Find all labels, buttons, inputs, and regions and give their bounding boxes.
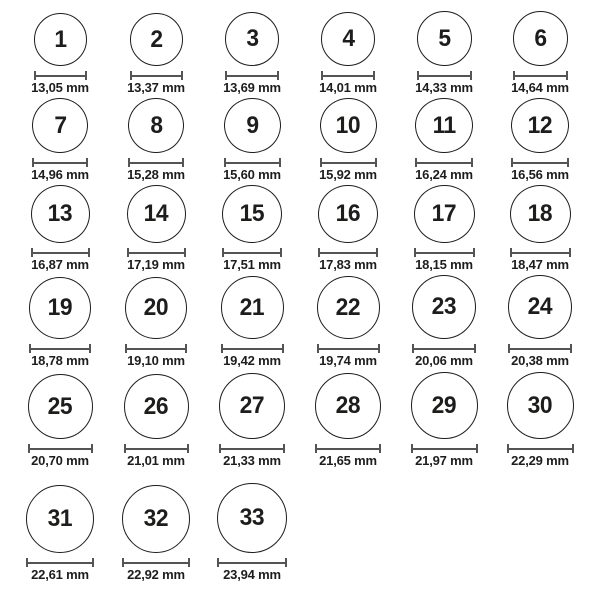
ring-size-number: 28 bbox=[335, 392, 361, 420]
ring-circle bbox=[417, 11, 472, 66]
ring-size-number: 32 bbox=[143, 505, 169, 533]
diameter-measure-bracket bbox=[28, 444, 93, 453]
diameter-measure-bracket bbox=[318, 248, 378, 257]
diameter-measure-bracket bbox=[122, 558, 190, 567]
ring-circle bbox=[222, 185, 282, 243]
ring-circle bbox=[317, 276, 380, 339]
ring-size-cell bbox=[300, 2, 396, 98]
ring-size-number: 29 bbox=[431, 391, 457, 419]
diameter-measure-bracket bbox=[513, 71, 568, 80]
ring-circle bbox=[225, 12, 279, 66]
diameter-label: 16,87 mm bbox=[31, 257, 89, 273]
measure-line bbox=[127, 348, 185, 350]
diameter-measure-bracket bbox=[219, 444, 285, 453]
ring-size-number: 16 bbox=[335, 200, 361, 228]
ring-size-cell bbox=[396, 275, 492, 371]
ring-circle bbox=[414, 185, 475, 243]
ring-size-cell bbox=[204, 275, 300, 371]
diameter-label: 13,37 mm bbox=[127, 80, 185, 96]
diameter-measure-bracket bbox=[417, 71, 472, 80]
diameter-measure-bracket bbox=[321, 71, 375, 80]
diameter-label: 18,47 mm bbox=[511, 257, 569, 273]
ring-size-cell bbox=[396, 2, 492, 98]
ring-circle bbox=[507, 372, 574, 439]
diameter-label: 21,33 mm bbox=[223, 453, 281, 469]
ring-circle bbox=[26, 485, 94, 553]
diameter-measure-bracket bbox=[225, 71, 279, 80]
ring-size-cell bbox=[492, 98, 588, 185]
diameter-measure-bracket bbox=[31, 248, 90, 257]
ring-size-number: 4 bbox=[341, 25, 355, 53]
ring-circle bbox=[412, 275, 476, 339]
ring-size-cell bbox=[300, 275, 396, 371]
ring-size-cell bbox=[108, 275, 204, 371]
diameter-label: 19,74 mm bbox=[319, 353, 377, 369]
ring-size-number: 25 bbox=[47, 392, 73, 420]
measure-line bbox=[132, 75, 181, 77]
ring-circle bbox=[217, 483, 287, 553]
ring-size-cell bbox=[12, 98, 108, 185]
ring-size-cell bbox=[108, 471, 204, 585]
diameter-label: 22,29 mm bbox=[511, 453, 569, 469]
diameter-label: 14,33 mm bbox=[415, 80, 473, 96]
diameter-measure-bracket bbox=[128, 158, 184, 167]
diameter-label: 21,97 mm bbox=[415, 453, 473, 469]
diameter-measure-bracket bbox=[511, 158, 569, 167]
ring-size-cell bbox=[204, 2, 300, 98]
ring-circle bbox=[31, 185, 90, 243]
ring-size-number: 19 bbox=[47, 294, 73, 322]
measure-line bbox=[227, 75, 277, 77]
diameter-measure-bracket bbox=[510, 248, 571, 257]
ring-size-cell bbox=[12, 185, 108, 275]
measure-line bbox=[322, 162, 375, 164]
ring-circle bbox=[29, 277, 91, 339]
diameter-measure-bracket bbox=[32, 158, 88, 167]
ring-size-number: 18 bbox=[527, 200, 553, 228]
diameter-label: 20,70 mm bbox=[31, 453, 89, 469]
ring-circle bbox=[508, 275, 572, 339]
diameter-label: 15,60 mm bbox=[223, 167, 281, 183]
ring-size-cell bbox=[300, 371, 396, 471]
ring-circle bbox=[125, 277, 187, 339]
measure-line bbox=[219, 562, 285, 564]
diameter-label: 13,05 mm bbox=[31, 80, 89, 96]
ring-size-cell bbox=[492, 185, 588, 275]
measure-line bbox=[317, 448, 379, 450]
ring-size-number: 7 bbox=[53, 111, 67, 139]
ring-size-cell bbox=[108, 98, 204, 185]
measure-line bbox=[33, 252, 88, 254]
ring-circle bbox=[415, 98, 473, 153]
ring-size-cell bbox=[204, 185, 300, 275]
measure-line bbox=[28, 562, 92, 564]
ring-size-number: 31 bbox=[47, 505, 73, 533]
diameter-measure-bracket bbox=[221, 344, 284, 353]
ring-size-number: 33 bbox=[239, 504, 265, 532]
diameter-label: 14,96 mm bbox=[31, 167, 89, 183]
ring-circle bbox=[513, 11, 568, 66]
measure-line bbox=[319, 348, 378, 350]
diameter-measure-bracket bbox=[412, 344, 476, 353]
diameter-measure-bracket bbox=[315, 444, 381, 453]
ring-size-number: 3 bbox=[245, 25, 259, 53]
diameter-label: 18,15 mm bbox=[415, 257, 473, 273]
measure-line bbox=[416, 252, 473, 254]
measure-line bbox=[126, 448, 187, 450]
ring-circle bbox=[510, 185, 571, 243]
ring-size-number: 26 bbox=[143, 392, 169, 420]
diameter-label: 15,92 mm bbox=[319, 167, 377, 183]
ring-size-number: 17 bbox=[431, 200, 457, 228]
diameter-label: 18,78 mm bbox=[31, 353, 89, 369]
ring-size-number: 27 bbox=[239, 392, 265, 420]
ring-circle bbox=[28, 374, 93, 439]
ring-size-number: 10 bbox=[335, 111, 361, 139]
diameter-label: 23,94 mm bbox=[223, 567, 281, 583]
ring-size-cell bbox=[204, 371, 300, 471]
diameter-measure-bracket bbox=[125, 344, 187, 353]
diameter-label: 22,61 mm bbox=[31, 567, 89, 583]
diameter-measure-bracket bbox=[124, 444, 189, 453]
ring-size-number: 21 bbox=[239, 293, 265, 321]
diameter-measure-bracket bbox=[507, 444, 574, 453]
measure-line bbox=[323, 75, 373, 77]
measure-line bbox=[320, 252, 376, 254]
ring-circle bbox=[130, 13, 183, 66]
diameter-label: 17,51 mm bbox=[223, 257, 281, 273]
ring-size-number: 22 bbox=[335, 293, 361, 321]
ring-size-cell bbox=[204, 471, 300, 585]
measure-line bbox=[419, 75, 470, 77]
ring-circle bbox=[411, 372, 478, 439]
measure-line bbox=[30, 448, 91, 450]
diameter-measure-bracket bbox=[26, 558, 94, 567]
diameter-label: 15,28 mm bbox=[127, 167, 185, 183]
diameter-measure-bracket bbox=[411, 444, 478, 453]
diameter-measure-bracket bbox=[217, 558, 287, 567]
ring-size-number: 15 bbox=[239, 200, 265, 228]
diameter-label: 20,06 mm bbox=[415, 353, 473, 369]
diameter-label: 14,01 mm bbox=[319, 80, 377, 96]
ring-size-cell bbox=[204, 98, 300, 185]
ring-circle bbox=[224, 98, 281, 153]
measure-line bbox=[226, 162, 279, 164]
ring-size-cell bbox=[396, 371, 492, 471]
measure-line bbox=[510, 348, 570, 350]
diameter-measure-bracket bbox=[224, 158, 281, 167]
ring-size-cell bbox=[300, 185, 396, 275]
diameter-measure-bracket bbox=[415, 158, 473, 167]
ring-size-cell bbox=[12, 275, 108, 371]
diameter-label: 16,24 mm bbox=[415, 167, 473, 183]
ring-size-number: 11 bbox=[432, 111, 456, 139]
ring-circle bbox=[315, 373, 381, 439]
diameter-measure-bracket bbox=[414, 248, 475, 257]
ring-size-number: 8 bbox=[149, 111, 163, 139]
diameter-label: 22,92 mm bbox=[127, 567, 185, 583]
measure-line bbox=[513, 162, 567, 164]
ring-size-number: 2 bbox=[149, 25, 163, 53]
ring-size-cell bbox=[300, 98, 396, 185]
ring-size-cell bbox=[12, 2, 108, 98]
measure-line bbox=[34, 162, 86, 164]
measure-line bbox=[413, 448, 476, 450]
measure-line bbox=[36, 75, 85, 77]
measure-line bbox=[414, 348, 474, 350]
ring-size-cell bbox=[108, 185, 204, 275]
ring-size-number: 12 bbox=[527, 111, 553, 139]
measure-line bbox=[221, 448, 283, 450]
ring-size-cell bbox=[108, 371, 204, 471]
measure-line bbox=[515, 75, 566, 77]
diameter-measure-bracket bbox=[130, 71, 183, 80]
diameter-label: 17,83 mm bbox=[319, 257, 377, 273]
ring-size-cell bbox=[108, 2, 204, 98]
diameter-measure-bracket bbox=[29, 344, 91, 353]
ring-size-number: 20 bbox=[143, 294, 169, 322]
ring-size-number: 6 bbox=[533, 24, 547, 52]
measure-line bbox=[129, 252, 184, 254]
ring-size-cell bbox=[492, 275, 588, 371]
ring-size-cell bbox=[396, 98, 492, 185]
diameter-measure-bracket bbox=[508, 344, 572, 353]
ring-size-number: 5 bbox=[437, 24, 451, 52]
diameter-label: 21,65 mm bbox=[319, 453, 377, 469]
diameter-label: 19,10 mm bbox=[127, 353, 185, 369]
ring-circle bbox=[127, 185, 186, 243]
measure-line bbox=[224, 252, 280, 254]
ring-circle bbox=[128, 98, 184, 153]
diameter-measure-bracket bbox=[320, 158, 377, 167]
ring-size-number: 23 bbox=[431, 293, 457, 321]
ring-size-cell bbox=[492, 2, 588, 98]
measure-line bbox=[130, 162, 182, 164]
measure-line bbox=[509, 448, 572, 450]
ring-circle bbox=[219, 373, 285, 439]
ring-size-number: 30 bbox=[527, 391, 553, 419]
diameter-label: 19,42 mm bbox=[223, 353, 281, 369]
measure-line bbox=[223, 348, 282, 350]
ring-size-number: 14 bbox=[143, 200, 169, 228]
ring-circle bbox=[511, 98, 569, 153]
diameter-label: 13,69 mm bbox=[223, 80, 281, 96]
ring-circle bbox=[221, 276, 284, 339]
ring-circle bbox=[124, 374, 189, 439]
diameter-label: 20,38 mm bbox=[511, 353, 569, 369]
ring-size-cell bbox=[12, 371, 108, 471]
ring-size-number: 24 bbox=[527, 293, 553, 321]
diameter-label: 14,64 mm bbox=[511, 80, 569, 96]
ring-size-cell bbox=[12, 471, 108, 585]
ring-size-cell bbox=[492, 371, 588, 471]
ring-circle bbox=[321, 12, 375, 66]
ring-size-number: 9 bbox=[245, 111, 259, 139]
diameter-label: 21,01 mm bbox=[127, 453, 185, 469]
measure-line bbox=[512, 252, 569, 254]
diameter-label: 16,56 mm bbox=[511, 167, 569, 183]
diameter-label: 17,19 mm bbox=[127, 257, 185, 273]
measure-line bbox=[417, 162, 471, 164]
diameter-measure-bracket bbox=[317, 344, 380, 353]
measure-line bbox=[31, 348, 89, 350]
ring-size-cell bbox=[396, 185, 492, 275]
measure-line bbox=[124, 562, 188, 564]
ring-size-number: 1 bbox=[53, 25, 67, 53]
diameter-measure-bracket bbox=[127, 248, 186, 257]
ring-circle bbox=[122, 485, 190, 553]
ring-circle bbox=[320, 98, 377, 153]
ring-size-number: 13 bbox=[47, 200, 73, 228]
ring-circle bbox=[318, 185, 378, 243]
ring-circle bbox=[34, 13, 87, 66]
ring-circle bbox=[32, 98, 88, 153]
diameter-measure-bracket bbox=[34, 71, 87, 80]
diameter-measure-bracket bbox=[222, 248, 282, 257]
